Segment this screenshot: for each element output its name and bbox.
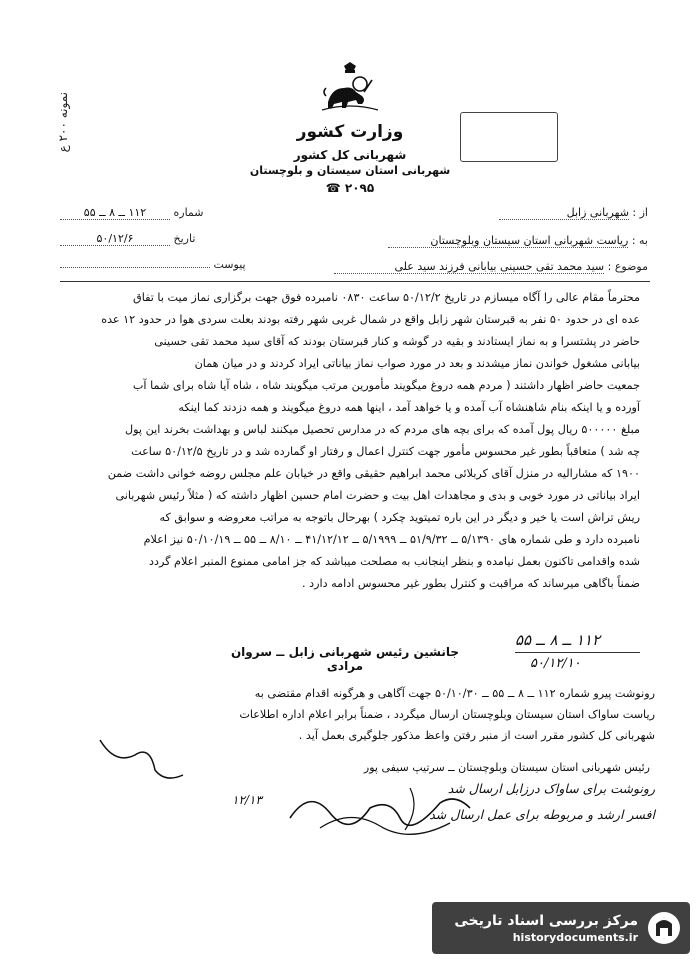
watermark-url: historydocuments.ir	[512, 930, 638, 944]
body-line: مبلغ ۵۰۰۰۰۰ ریال پول آمده که برای بچه های مردم که در مدارس تحصیل میکنند لباس و بهداشت بخرند این پول	[125, 423, 640, 436]
handwritten-reference: ۱۱۲ ــ ۸ ــ ۵۵	[515, 631, 601, 649]
number-field: شماره ۱۱۲ ــ ۸ ــ ۵۵	[60, 206, 204, 220]
signer-title: جانشین رئیس شهربانی زابل ــ سروان مرادی	[230, 645, 460, 673]
followup-line: رونوشت پیرو شماره ۱۱۲ ــ ۸ ــ ۵۵ ــ ۵۰/۱۰/۳۰ جهت آگاهی و هرگونه اقدام مقتضی به	[254, 687, 655, 700]
date-field: تاریخ ۵۰/۱۲/۶	[60, 232, 195, 246]
signature-icon	[280, 778, 480, 838]
lion-and-sun-emblem-icon	[318, 62, 382, 114]
header-divider	[60, 281, 650, 282]
body-line: آورده و یا اینکه بنام شاهنشاه آب آمده و یا خواهد آمد ، اینها همه دروغ میگویند و همه دزدند کما اینکه	[178, 401, 640, 414]
handwritten-reference-date: ۵۰/۱۲/۱۰	[530, 656, 581, 671]
form-number: نمونه ۲۰۰ ع	[56, 92, 70, 153]
scribble-mark-icon	[95, 735, 185, 785]
subject-field: موضوع : سید محمد تقی حسینی بیابانی فرزند سید علی	[334, 260, 648, 274]
letter-body	[60, 287, 640, 595]
archive-logo-icon	[646, 910, 682, 946]
watermark-title: مرکز بررسی اسناد تاریخی	[454, 912, 638, 929]
followup-line: شهربانی کل کشور مقرر است از منبر رفتن واعظ مذکور جلوگیری بعمل آید .	[298, 729, 655, 742]
ministry-title: وزارت کشور	[296, 122, 404, 142]
watermark-logo	[432, 902, 690, 954]
department-title: شهربانی کل کشور	[293, 148, 407, 162]
body-line: نامبرده دارد و طی شماره های ۵/۱۳۹۰ ــ ۵۱/۹/۳۲ ــ ۵/۱۹۹۹ ــ ۴۱/۱۲/۱۲ ــ ۸/۱۰ ــ ۵۵ ــ ۵۰/۱۰/۱۹ نیز اعلام	[143, 533, 640, 546]
body-line: عده ای در حدود ۵۰ نفر به قبرستان شهر زابل واقع در شمال غربی شهر رفته بودند بعلت سردی هوا در حدود ۱۲ عده	[101, 313, 640, 326]
body-line: ایراد بیاناتی در مورد خوبی و بدی و مجاهدات اهل بیت و حضرت امام حسین اظهار داشته که ( مثلاً رئیس شهربانی	[115, 489, 640, 502]
sub-department-title: شهربانی استان سیستان و بلوچستان	[249, 164, 451, 177]
body-line: محترماً مقام عالی را آگاه میسازم در تاریخ ۵۰/۱۲/۲ ساعت ۰۸۳۰ نامبرده فوق جهت برگزاری نماز میت با تفاق	[133, 291, 640, 304]
handwritten-date: ۱۲/۱۳	[232, 793, 262, 807]
from-field: از : شهربانی زابل	[499, 206, 648, 220]
followup-line: ریاست ساواک استان سیستان وبلوچستان ارسال میگردد ، ضمناً برابر اعلام اداره اطلاعات	[239, 708, 655, 721]
body-line: ۱۹۰۰ که مشارالیه در منزل آقای کربلائی محمد ابراهیم حقیقی واقع در خیابان علم مجلس روضه خوانی داشت ضمن	[107, 467, 640, 480]
reference-underline	[515, 652, 640, 653]
body-line: ریش تراش است یا خیر و دیگر در این باره تمیتوید چکرد ) بهرحال باتوجه به مراتب معروضه و سوابق که	[159, 511, 640, 524]
to-field: به : ریاست شهربانی استان سیستان وبلوچستان	[388, 234, 648, 248]
handwritten-note: رونوشت برای ساواک درزابل ارسال شد	[447, 781, 655, 796]
body-line: حاضر در پشتسرا و به نماز ایستادند و بقیه در گوشه و کنار قبرستان بودند که آقای سید محمد تقی حسینی	[154, 335, 640, 348]
body-line: چه شد ) متعاقباً بطور غیر محسوس مأمور جهت کنترل اعمال و رفتار او گمارده شد و در تاریخ ۵۰/۱۲/۵ ساعت	[131, 445, 640, 458]
attachment-field: پیوست	[60, 258, 246, 271]
handwritten-note: افسر ارشد و مربوطه برای عمل ارسال شد	[429, 807, 655, 822]
body-line: ضمناً باگاهی میرساند که مراقبت و کنترل بطور غیر محسوس ادامه دارد .	[301, 577, 640, 590]
body-line: شده واقدامی تاکنون بعمل نیامده و بنظر اینجانب به مصلحت میباشد که جز امامی ممنوع المنبر اعلام گردد	[149, 555, 640, 568]
body-line: بیابانی مشغول خواندن نماز میشدند و بعد در مورد صواب نماز بیاناتی ایراد کردند و در میان همان	[194, 357, 640, 370]
body-line: جمعیت حاضر اظهار داشتند ( مردم همه دروغ میگویند مأمورین مرتب میگویند شاه ، شاه آیا شاه برای شما آب	[132, 379, 640, 392]
document-code: ۲۰۹۵ ☎	[325, 181, 375, 195]
letterhead	[240, 122, 460, 195]
received-stamp	[460, 112, 558, 162]
carbon-copy-line: رئیس شهربانی استان سیستان وبلوچستان ــ سرتیپ سیفی پور	[363, 761, 650, 774]
